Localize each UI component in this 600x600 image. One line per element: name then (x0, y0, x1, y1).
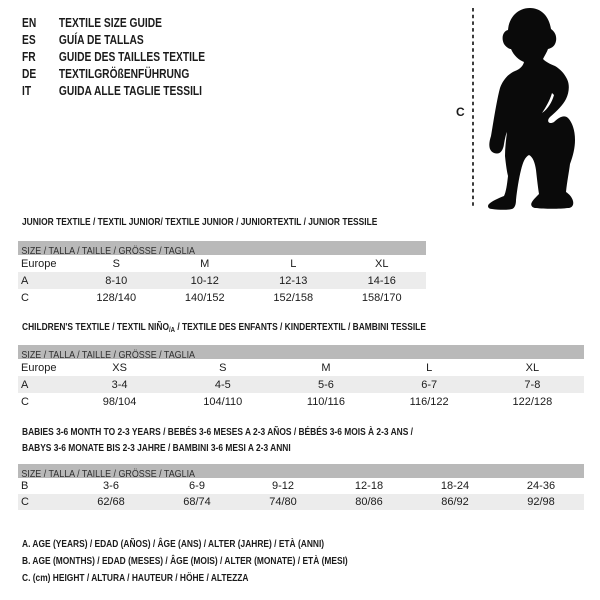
cell: 3-6 (103, 480, 119, 492)
cell: 7-8 (524, 378, 541, 391)
children-section-title (22, 319, 426, 338)
legend-note-b: B. AGE (MONTHS) / EDAD (MESES) / ÂGE (MOIS) / ALTER (MONATE) / ETÀ (MESI) (22, 555, 348, 567)
language-title: TEXTILE SIZE GUIDE (58, 16, 162, 30)
cell: 18-24 (440, 480, 470, 492)
row-label: C (21, 291, 29, 304)
language-title: GUIDE DES TAILLES TEXTILE (58, 50, 206, 64)
title-text: CHILDREN'S TEXTILE / TEXTIL NIÑO (22, 321, 169, 333)
table-row (18, 255, 426, 272)
size-header-label: SIZE / TALLA / TAILLE / GRÖSSE / TAGLIA (21, 468, 196, 478)
title-line: BABYS 3-6 MONATE BIS 2-3 JAHRE / BAMBINI 3-6 MESI A 2-3 ANNI (22, 442, 291, 454)
cell: XS (112, 361, 127, 374)
cell: S (112, 257, 120, 270)
language-title: TEXTILGRÖßENFÜHRUNG (58, 67, 190, 81)
children-size-table (18, 359, 584, 410)
baby-silhouette-icon (482, 6, 582, 212)
legend-note-c: C. (cm) HEIGHT / ALTURA / HAUTEUR / HÖHE / ALTEZZA (22, 572, 249, 584)
size-header-label: SIZE / TALLA / TAILLE / GRÖSSE / TAGLIA (21, 349, 196, 359)
cell: 4-5 (214, 378, 231, 391)
cell: 8-10 (105, 274, 128, 287)
size-header-label: SIZE / TALLA / TAILLE / GRÖSSE / TAGLIA (21, 245, 196, 255)
table-row (18, 478, 584, 494)
cell: 158/170 (361, 291, 402, 304)
height-measure-line (470, 8, 476, 208)
title-text: / TEXTILE DES ENFANTS / KINDERTEXTIL / BAMBINI TESSILE (174, 321, 426, 333)
language-title: GUIDA ALLE TAGLIE TESSILI (58, 84, 203, 98)
table-row (18, 272, 426, 289)
cell: L (426, 361, 433, 374)
legend-notes (22, 536, 348, 587)
language-code: IT (22, 84, 32, 98)
cell: 86/92 (441, 496, 469, 508)
cell: 62/68 (97, 496, 125, 508)
cell: 122/128 (512, 395, 553, 408)
table-row (18, 376, 584, 393)
cell: XL (375, 257, 389, 270)
language-code: DE (22, 67, 37, 81)
row-label: C (21, 395, 29, 408)
language-row (22, 83, 205, 100)
table-row (18, 359, 584, 376)
cell: 140/152 (184, 291, 225, 304)
row-label: B (21, 480, 29, 492)
cell: 98/104 (102, 395, 137, 408)
language-row (22, 32, 205, 49)
row-label: C (21, 496, 29, 508)
language-row (22, 49, 205, 66)
cell: 80/86 (355, 496, 383, 508)
junior-size-table (18, 255, 426, 306)
babies-section-title (22, 424, 413, 456)
language-code: EN (22, 16, 37, 30)
title-line: BABIES 3-6 MONTH TO 2-3 YEARS / BEBÉS 3-6 MESES A 2-3 AÑOS / BÉBÉS 3-6 MOIS À 2-3 ANS / (22, 426, 414, 438)
cell: S (219, 361, 227, 374)
table-row (18, 494, 584, 510)
cell: 14-16 (367, 274, 396, 287)
table-row (18, 289, 426, 306)
cell: 12-13 (279, 274, 308, 287)
cell: 3-4 (111, 378, 128, 391)
cell: 128/140 (96, 291, 137, 304)
cell: M (321, 361, 331, 374)
row-label: A (21, 274, 29, 287)
language-row (22, 66, 205, 83)
cell: 24-36 (526, 480, 556, 492)
cell: 12-18 (354, 480, 384, 492)
language-row (22, 15, 205, 32)
cell: 9-12 (271, 480, 295, 492)
language-title-list (22, 15, 205, 100)
babies-size-table (18, 478, 584, 510)
legend-note-a: A. AGE (YEARS) / EDAD (AÑOS) / ÂGE (ANS) / ALTER (JAHRE) / ETÀ (ANNI) (22, 538, 325, 550)
cell: 5-6 (318, 378, 334, 391)
size-header-bar (18, 345, 584, 359)
cell: 68/74 (183, 496, 211, 508)
cell: 6-7 (421, 378, 438, 391)
size-header-bar (18, 464, 584, 478)
cell: 152/158 (273, 291, 314, 304)
cell: 104/110 (203, 395, 243, 408)
size-header-bar (18, 241, 426, 255)
cell: XL (525, 361, 540, 374)
language-title: GUÍA DE TALLAS (58, 33, 144, 47)
cell: L (290, 257, 297, 270)
cell: M (200, 257, 210, 270)
title-subscript: /A (168, 325, 175, 334)
cell: 74/80 (269, 496, 297, 508)
row-label: A (21, 378, 29, 391)
height-measure-label: C (456, 105, 465, 119)
row-label: Europe (21, 361, 57, 374)
cell: 10-12 (190, 274, 219, 287)
language-code: FR (22, 50, 36, 64)
cell: 110/116 (306, 395, 346, 408)
language-code: ES (22, 33, 36, 47)
cell: 6-9 (189, 480, 205, 492)
row-label: Europe (21, 257, 57, 270)
junior-section-title: JUNIOR TEXTILE / TEXTIL JUNIOR/ TEXTILE JUNIOR / JUNIORTEXTIL / JUNIOR TESSILE (22, 216, 378, 228)
cell: 116/122 (409, 395, 449, 408)
cell: 92/98 (527, 496, 555, 508)
table-row (18, 393, 584, 410)
